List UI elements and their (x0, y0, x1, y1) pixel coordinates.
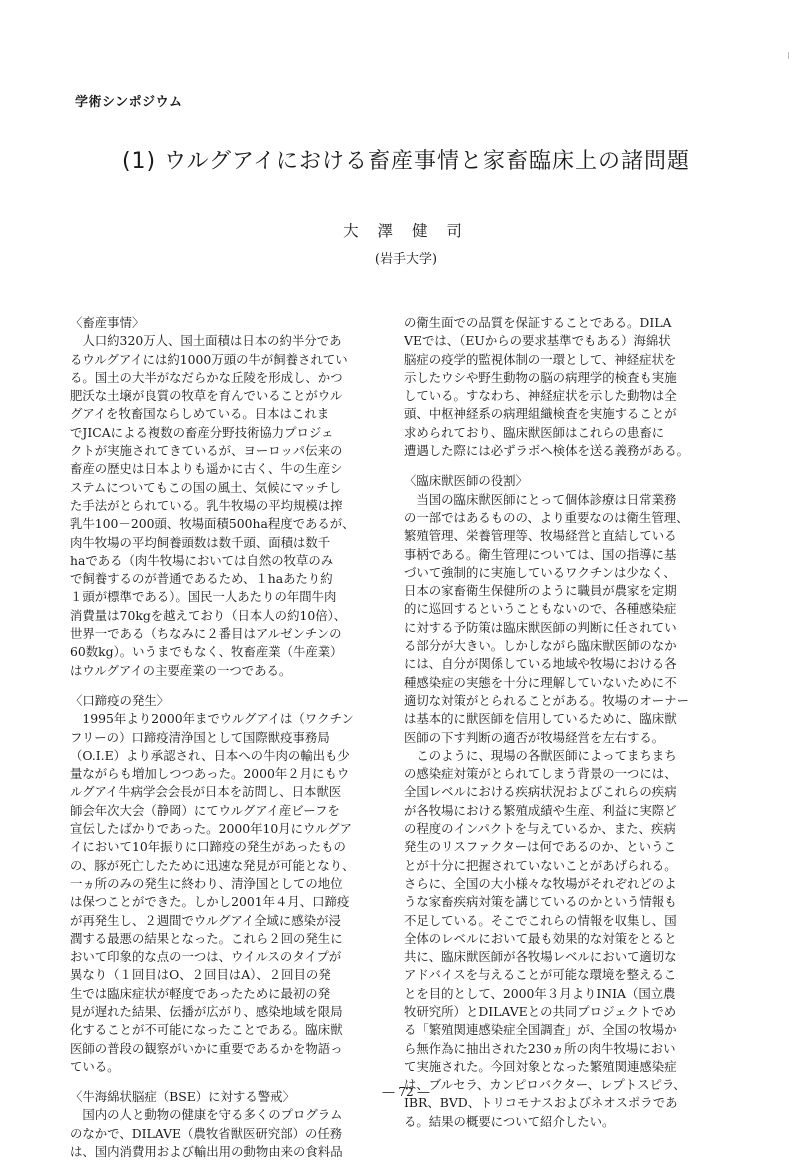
text-line: 人口約320万人、国土面積は日本の約半分であ (70, 333, 342, 349)
text-line: る。国土の大半がなだらかな丘陵を形成し、かつ (70, 369, 343, 385)
author-name: 大 澤 健 司 (343, 222, 469, 240)
section-heading: 〈臨床獣医師の役割〉 (404, 473, 528, 489)
text-line: の衛生面での品質を保証することである。DILA (404, 315, 672, 330)
text-line: IBR、BVD、トリコモナスおよびネオスポラであ (404, 1095, 678, 1111)
text-line: １頭が標準である）。国民一人あたりの年間牛肉 (70, 589, 337, 605)
text-line: 国内の人と動物の健康を守る多くのプログラム (70, 1107, 343, 1123)
paragraph-gap (70, 680, 405, 692)
text-line: 消費量は70kgを越えており（日本人の約10倍）、 (70, 607, 347, 623)
text-line: 医師の下す判断の適否が牧場経営を左右する。 (404, 729, 665, 745)
text-line: 肥沃な土壌が良質の牧草を育んでいることがウル (70, 388, 343, 404)
text-line: でJICAによる複数の畜産分野技術協力プロジェ (70, 424, 334, 440)
text-line: ている。 (70, 1058, 120, 1074)
text-line: 事柄である。衛生管理については、国の指導に基 (404, 546, 677, 562)
text-line: 量ながらも増加しつつあった。2000年２月にもウ (70, 766, 350, 782)
text-line: 異なり（１回目はO、２回目はA）、２回目の発 (70, 967, 331, 983)
text-line: 日本の家畜衛生保健所のように職員が農家を定期 (404, 583, 677, 599)
text-line: フリーの）口蹄疫清浄国として国際獣疫事務局 (70, 729, 330, 745)
text-line: た手法がとられている。乳牛牧場の平均規模は搾 (70, 497, 343, 513)
text-line: のなかで、DILAVE（農牧省獣医研究部）の任務 (70, 1125, 343, 1141)
text-line: で飼養するのが普通であるため、１haあたり約 (70, 571, 333, 587)
paragraph-gap (404, 460, 739, 472)
text-line: 乳牛100－200頭、牧場面積500ha程度であるが、 (70, 516, 355, 532)
text-line: 世界一である（ちなみに２番目はアルゼンチンの (70, 626, 342, 642)
text-line: （O.I.E）より承認され、日本への牛肉の輸出も少 (70, 747, 350, 763)
text-line: 遭遇した際には必ずラボへ検体を送る義務がある。 (404, 443, 689, 459)
text-line: イにおいて10年振りに口蹄疫の発生があったもの (70, 839, 346, 855)
text-line: このように、現場の各獣医師によってまちまち (404, 747, 677, 763)
text-line: 脳症の疫学的監視体制の一環として、神経症状を (404, 351, 677, 367)
text-line: 1995年より2000年までウルグアイは（ワクチン (70, 711, 354, 727)
text-line: VEでは、（EUからの要求基準でもある）海綿状 (404, 333, 671, 349)
symposium-label: 学術シンポジウム (75, 95, 183, 110)
text-line: 肉牛牧場の平均飼養頭数は数千頭、面積は数千 (70, 534, 331, 550)
text-line: 生では臨床症状が軽度であったために最初の発 (70, 985, 331, 1001)
text-line: の、豚が死亡したために迅速な発見が可能となり、 (70, 857, 355, 873)
text-line: の感染症対策がとられてしまう背景の一つには、 (404, 766, 677, 782)
text-line: 全体のレベルにおいて最も効果的な対策をとると (404, 930, 677, 946)
text-line: 全国レベルにおける疾病状況およびこれらの疾病 (404, 784, 677, 800)
text-line: に対する予防策は臨床獣医師の判断に任されてい (404, 619, 677, 635)
text-line: の程度のインパクトを与えているか、また、疾病 (404, 821, 676, 837)
text-line: 牧研究所）とDILAVEとの共同プロジェクトでめ (404, 1003, 677, 1019)
text-line: 発生のリスファクターは何であるのか、というこ (404, 839, 676, 855)
text-line: haである（肉牛牧場においては自然の牧草のみ (70, 552, 334, 568)
text-line: 当国の臨床獣医師にとって個体診療は日常業務 (404, 491, 677, 507)
text-line: 師会年次大会（静岡）にてウルグアイ産ビーフを (70, 802, 340, 818)
text-line: 見が遅れた結果、伝播が広がり、感染地域を限局 (70, 1003, 343, 1019)
left-text-column (70, 314, 405, 1161)
text-line: は基本的に獣医師を信用しているために、臨床獣 (404, 711, 677, 727)
text-line: が再発生し、２週間でウルグアイ全域に感染が浸 (70, 912, 341, 928)
text-line: る。結果の概要について紹介したい。 (404, 1113, 615, 1129)
text-line: 不足している。そこでこれらの情報を収集し、国 (404, 912, 677, 928)
text-line: おいて印象的な点の一つは、ウイルスのタイプが (70, 949, 342, 965)
right-text-column (404, 314, 739, 1131)
text-line: 的に巡回するということもないので、各種感染症 (404, 601, 677, 617)
text-line: さらに、全国の大小様々な牧場がそれぞれどのよ (404, 875, 677, 891)
article-title: (1) ウルグアイにおける畜産事情と家畜臨床上の諸問題 (121, 149, 691, 174)
text-line: は、国内消費用および輸出用の動物由来の食料品 (70, 1144, 343, 1160)
text-line: 頭、中枢神経系の病理組織検査を実施することが (404, 406, 677, 422)
text-line: 種感染症の実態を十分に理解していないために不 (404, 674, 677, 690)
text-line: とが十分に把握されていないことがあげられる。 (404, 857, 677, 873)
text-line: 60数kg）。いうまでもなく、牧畜産業（牛産業） (70, 644, 343, 660)
text-line: している。すなわち、神経症状を示した動物は全 (404, 388, 677, 404)
section-heading: 〈口蹄疫の発生〉 (70, 692, 170, 708)
text-line: 畜産の歴史は日本よりも遥かに古く、牛の生産シ (70, 461, 343, 477)
text-line: 潤する最悪の結果となった。これら２回の発生に (70, 930, 343, 946)
text-line: が各牧場における繁殖成績や生産、利益に実際ど (404, 802, 677, 818)
text-line: て実施された。今回対象となった繁殖関連感染症 (404, 1058, 677, 1074)
text-line: クトが実施されてきているが、ヨーロッパ伝来の (70, 443, 343, 459)
text-line: 示したウシや野生動物の脳の病理学的検査も実施 (404, 369, 677, 385)
text-line: の一部ではあるものの、より重要なのは衛生管理、 (404, 509, 689, 525)
section-heading: 〈牛海綿状脳症（BSE）に対する警戒〉 (70, 1089, 295, 1105)
text-line: 共に、臨床獣医師が各牧場レベルにおいて適切な (404, 949, 677, 965)
page-number: ― 72 ― (382, 1085, 430, 1099)
text-line: ステムについてもこの国の風土、気候にマッチし (70, 479, 341, 495)
text-line: るウルグアイには約1000万頭の牛が飼養されてい (70, 351, 348, 367)
scan-mark (788, 52, 789, 59)
text-line: 適切な対策がとられることがある。牧場のオーナー (404, 692, 689, 708)
text-line: には、自分が関係している地域や牧場における各 (404, 656, 677, 672)
text-line: 医師の普段の観察がいかに重要であるかを物語っ (70, 1040, 343, 1056)
text-line: はウルグアイの主要産業の一つである。 (70, 662, 292, 678)
text-line: は、ブルセラ、カンピロバクター、レプトスピラ、 (404, 1077, 686, 1093)
text-line: 繁殖管理、栄養管理等、牧場経営と直結している (404, 528, 677, 544)
text-line: 宣伝したばかりであった。2000年10月にウルグア (70, 821, 352, 837)
text-line: る「繁殖関連感染症全国調査」が、全国の牧場か (404, 1022, 677, 1038)
text-line: 求められており、臨床獣医師はこれらの患畜に (404, 424, 665, 440)
text-line: とを目的として、2000年３月よりINIA（国立農 (404, 985, 676, 1001)
text-line: 化することが不可能になったことである。臨床獣 (70, 1022, 343, 1038)
section-heading: 〈畜産事情〉 (70, 315, 145, 330)
text-line: アドバイスを与えることが可能な環境を整えるこ (404, 967, 677, 983)
author-affiliation: (岩手大学) (374, 252, 438, 267)
text-line: グアイを牧畜国ならしめている。日本はこれま (70, 406, 330, 422)
text-line: うな家畜疾病対策を講じているのかという情報も (404, 894, 677, 910)
text-line: る部分が大きい。しかしながら臨床獣医師のなか (404, 638, 677, 654)
text-line: は保つことができた。しかし2001年４月、口蹄疫 (70, 894, 350, 910)
text-line: ルグアイ牛病学会会長が日本を訪問し、日本獣医 (70, 784, 342, 800)
text-line: 一ヵ所のみの発生に終わり、清浄国としての地位 (70, 875, 343, 891)
text-line: づいて強制的に実施しているワクチンは少なく、 (404, 564, 676, 580)
text-line: ら無作為に抽出された230ヵ所の肉牛牧場におい (404, 1040, 676, 1056)
